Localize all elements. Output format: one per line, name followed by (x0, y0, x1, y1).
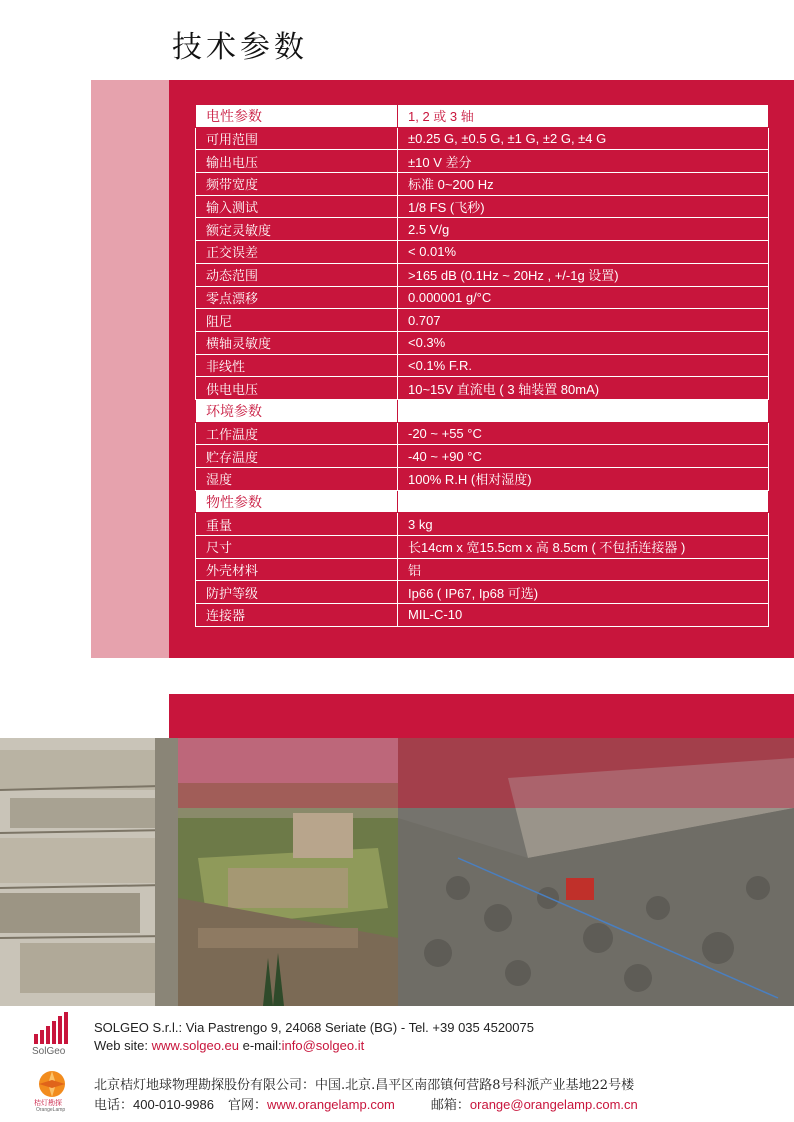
spec-value: 100% R.H (相对湿度) (398, 468, 769, 491)
solgeo-logo (30, 1012, 72, 1058)
photo-stone-wall (0, 738, 178, 1006)
spec-row (196, 445, 769, 468)
photo-strip (0, 738, 794, 1006)
spec-row (196, 286, 769, 309)
spec-row (196, 377, 769, 400)
spec-row (196, 558, 769, 581)
spec-value: -20 ~ +55 °C (398, 422, 769, 445)
page-title: 技术参数 (172, 30, 308, 65)
footer-solgeo (30, 1012, 790, 1062)
spec-value: ±0.25 G, ±0.5 G, ±1 G, ±2 G, ±4 G (398, 127, 769, 150)
spec-value: 3 kg (398, 513, 769, 536)
spec-value: 0.000001 g/°C (398, 286, 769, 309)
orangelamp-logo-text: 桔灯勘探 (34, 1099, 62, 1107)
spec-row (196, 581, 769, 604)
spec-label: 环境参数 (196, 399, 398, 422)
spec-row (196, 173, 769, 196)
solgeo-contact-line (94, 1038, 364, 1053)
mail-label: 邮箱： (430, 1098, 470, 1113)
spec-value (398, 490, 769, 513)
spec-value: ±10 V 差分 (398, 150, 769, 173)
phone-number: 400-010-9986 (133, 1097, 214, 1112)
web-link[interactable]: www.solgeo.eu (151, 1038, 240, 1053)
photo-red-overlay (178, 738, 794, 808)
spec-row (196, 513, 769, 536)
spec-label: 外壳材料 (196, 558, 398, 581)
orangelamp-address: 北京桔灯地球物理勘探股份有限公司：中国.北京.昌平区南邵镇何营路8号科派产业基地22号楼 (94, 1078, 635, 1093)
spec-value: < 0.01% (398, 241, 769, 264)
spec-label: 贮存温度 (196, 445, 398, 468)
spec-value: 0.707 (398, 309, 769, 332)
email-label: e-mail: (239, 1038, 282, 1053)
spec-value: 1/8 FS (飞秒) (398, 195, 769, 218)
spec-row (196, 604, 769, 627)
spec-value: 长14cm x 宽15.5cm x 高 8.5cm ( 不包括连接器 ) (398, 536, 769, 559)
spec-label: 非线性 (196, 354, 398, 377)
email-link[interactable]: info@solgeo.it (281, 1038, 365, 1053)
spec-label: 防护等级 (196, 581, 398, 604)
spec-value: 2.5 V/g (398, 218, 769, 241)
spec-label: 可用范围 (196, 127, 398, 150)
spec-section-row (196, 399, 769, 422)
spec-label: 湿度 (196, 468, 398, 491)
footer-orangelamp (30, 1066, 790, 1116)
spec-section-row (196, 105, 769, 128)
spec-section-row (196, 490, 769, 513)
spec-row (196, 354, 769, 377)
spec-label: 重量 (196, 513, 398, 536)
spec-value: <0.1% F.R. (398, 354, 769, 377)
spec-label: 工作温度 (196, 422, 398, 445)
spec-row (196, 536, 769, 559)
spec-label: 物性参数 (196, 490, 398, 513)
solgeo-address: SOLGEO S.r.l.: Via Pastrengo 9, 24068 Seriate (BG) - Tel. +39 035 4520075 (94, 1020, 534, 1035)
spec-label: 尺寸 (196, 536, 398, 559)
spec-label: 动态范围 (196, 263, 398, 286)
phone-label: 电话： (94, 1098, 134, 1113)
spec-label: 供电电压 (196, 377, 398, 400)
spec-row (196, 468, 769, 491)
spec-label: 电性参数 (196, 105, 398, 128)
orangelamp-logo (32, 1068, 72, 1112)
orangelamp-logo-sub: OrangeLamp (36, 1107, 66, 1112)
decorative-pink-strip (91, 80, 169, 658)
solgeo-logo-text: SolGeo (32, 1046, 66, 1057)
spec-label: 频带宽度 (196, 173, 398, 196)
spec-row (196, 309, 769, 332)
website-link[interactable]: www.orangelamp.com (267, 1097, 395, 1112)
orangelamp-contact-line (94, 1094, 638, 1113)
spec-row (196, 263, 769, 286)
decorative-red-band (169, 694, 794, 738)
spec-row (196, 150, 769, 173)
spec-value: Ip66 ( IP67, Ip68 可选) (398, 581, 769, 604)
spec-label: 额定灵敏度 (196, 218, 398, 241)
spec-value: MIL-C-10 (398, 604, 769, 627)
spec-value: -40 ~ +90 °C (398, 445, 769, 468)
spec-value: 1, 2 或 3 轴 (398, 105, 769, 128)
spec-label: 零点漂移 (196, 286, 398, 309)
spec-value: >165 dB (0.1Hz ~ 20Hz , +/-1g 设置) (398, 263, 769, 286)
spec-label: 输入测试 (196, 195, 398, 218)
spec-label: 连接器 (196, 604, 398, 627)
website-label: 官网： (227, 1098, 267, 1113)
spec-value (398, 399, 769, 422)
spec-value: <0.3% (398, 331, 769, 354)
spec-row (196, 331, 769, 354)
spec-value: 10~15V 直流电 ( 3 轴装置 80mA) (398, 377, 769, 400)
spec-value: 铝 (398, 558, 769, 581)
spec-row (196, 127, 769, 150)
spec-row (196, 422, 769, 445)
spec-row (196, 195, 769, 218)
spec-label: 正交误差 (196, 241, 398, 264)
spec-row (196, 241, 769, 264)
spec-row (196, 218, 769, 241)
spec-value: 标准 0~200 Hz (398, 173, 769, 196)
spec-label: 阻尼 (196, 309, 398, 332)
web-label: Web site: (94, 1038, 152, 1053)
spec-label: 输出电压 (196, 150, 398, 173)
spec-table (195, 104, 769, 627)
mail-link[interactable]: orange@orangelamp.com.cn (469, 1097, 638, 1112)
spec-label: 横轴灵敏度 (196, 331, 398, 354)
